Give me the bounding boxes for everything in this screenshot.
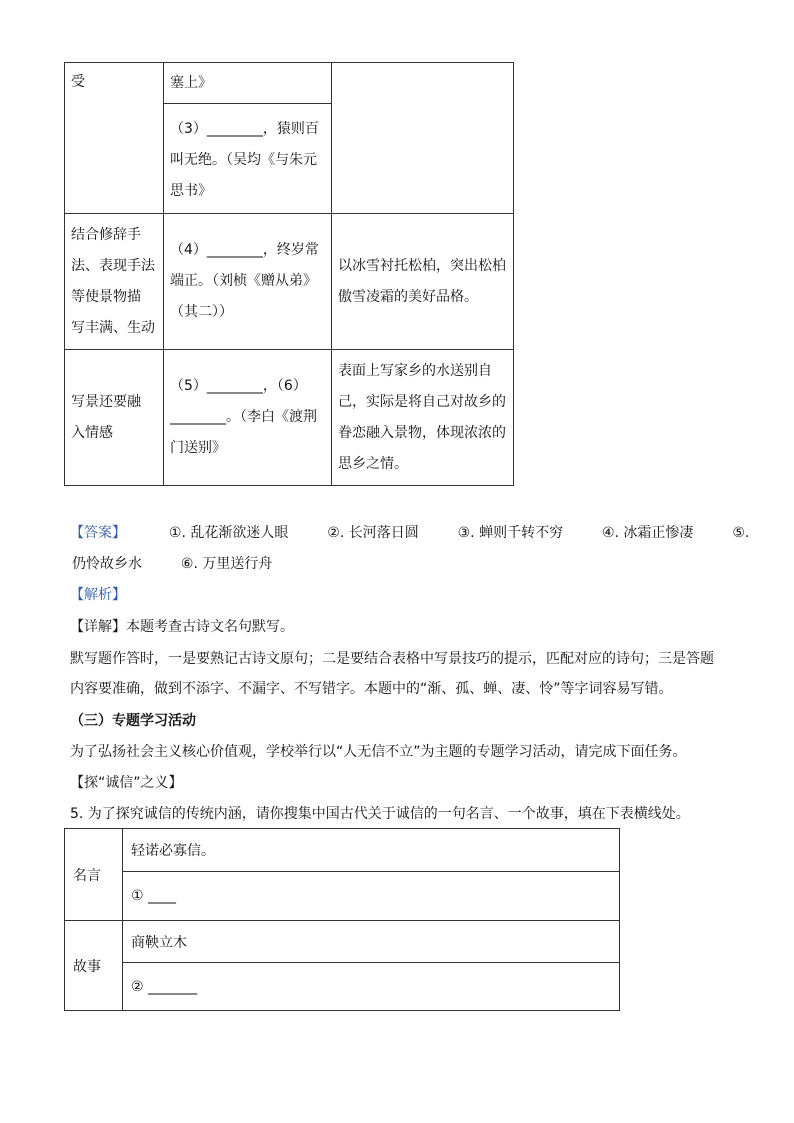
technique-text: 受: [71, 74, 85, 90]
poem-line: （其二））: [170, 304, 233, 320]
answer-item: ⑥. 万里送行舟: [180, 556, 273, 572]
analysis-detail: 【详解】本题考查古诗文名句默写。: [70, 619, 294, 635]
answer-blank-cell[interactable]: ① ____: [123, 872, 620, 921]
poem-line: 门送别》: [170, 440, 226, 456]
answer-line-2: [72, 554, 272, 574]
explain-line: 以冰雪衬托松柏，突出松柏: [338, 257, 506, 274]
explain-cell: [332, 214, 514, 350]
explain-line: 傲雪凌霜的美好品格。: [338, 288, 478, 305]
technique-cell: [65, 63, 164, 214]
poem-line: （4）________，终岁常: [170, 242, 319, 258]
poem-cell: [164, 350, 332, 486]
poem-line: （3）________，猿则百: [170, 121, 319, 137]
answer-tag: 【答案】: [70, 525, 126, 541]
explain-line: 眷恋融入景物，体现浓浓的: [338, 424, 506, 441]
technique-cell: [65, 214, 164, 350]
answer-blank-cell[interactable]: ② _______: [123, 963, 620, 1011]
poem-text: 塞上》: [170, 74, 212, 91]
answer-line-1: [70, 523, 749, 543]
section-heading: （三）专题学习活动: [70, 713, 196, 729]
answer-item: ②. 长河落日圆: [327, 525, 419, 541]
analysis-tag: 【解析】: [70, 587, 126, 603]
section-subheading: 【探“诚信”之义】: [70, 775, 183, 791]
poem-cell: [164, 63, 332, 104]
answer-item: ③. 蝉则千转不穷: [457, 525, 564, 541]
technique-line: 入情感: [71, 424, 113, 441]
poem-line: 叫无绝。（吴均《与朱元: [170, 152, 317, 168]
poem-cell: [164, 214, 332, 350]
poem-line: ________。（李白《渡荆: [170, 409, 317, 425]
technique-line: 法、表现手法: [71, 257, 155, 274]
analysis-para-line: 内容要准确，做到不添字、不漏字、不写错字。本题中的“渐、孤、蝉、凄、怜”等字词容易写错。: [70, 681, 673, 697]
answer-item: ⑤.: [732, 525, 750, 541]
table-cell: 轻诺必寡信。: [123, 829, 620, 872]
poem-line: 端正。（刘桢《赠从弟》: [170, 273, 317, 289]
technique-line: 结合修辞手: [71, 226, 141, 243]
explain-line: 己，实际是将自己对故乡的: [338, 393, 506, 410]
explain-line: 思乡之情。: [338, 455, 408, 472]
question-text: 5. 为了探究诚信的传统内涵，请你搜集中国古代关于诚信的一句名言、一个故事，填在下表横线处。: [70, 806, 690, 822]
explain-cell: [332, 350, 514, 486]
explain-line: 表面上写家乡的水送别自: [338, 362, 492, 379]
technique-line: 写丰满、生动: [71, 319, 155, 336]
category-label: 故事: [65, 921, 123, 1011]
category-label: 名言: [65, 829, 123, 921]
answer-item: ①. 乱花渐欲迷人眼: [168, 525, 289, 541]
technique-line: 写景还要融: [71, 393, 141, 410]
poem-cell: [164, 104, 332, 214]
section-intro: 为了弘扬社会主义核心价值观，学校举行以“人无信不立”为主题的专题学习活动，请完成下面任务。: [70, 744, 687, 760]
answer-item: 仍怜故乡水: [72, 556, 142, 572]
integrity-table: [64, 828, 620, 1011]
analysis-para-line: 默写题作答时，一是要熟记古诗文原句；二是要结合表格中写景技巧的提示，匹配对应的诗句；三是答题: [70, 651, 714, 667]
poem-line: （5）________，（6）: [170, 378, 307, 394]
table-cell: 商鞅立木: [123, 921, 620, 963]
answer-item: ④. 冰霜正惨凄: [601, 525, 694, 541]
poem-table: [64, 62, 514, 486]
explain-cell: [332, 63, 514, 214]
poem-line: 思书》: [170, 183, 212, 199]
technique-cell: [65, 350, 164, 486]
technique-line: 等使景物描: [71, 288, 141, 305]
